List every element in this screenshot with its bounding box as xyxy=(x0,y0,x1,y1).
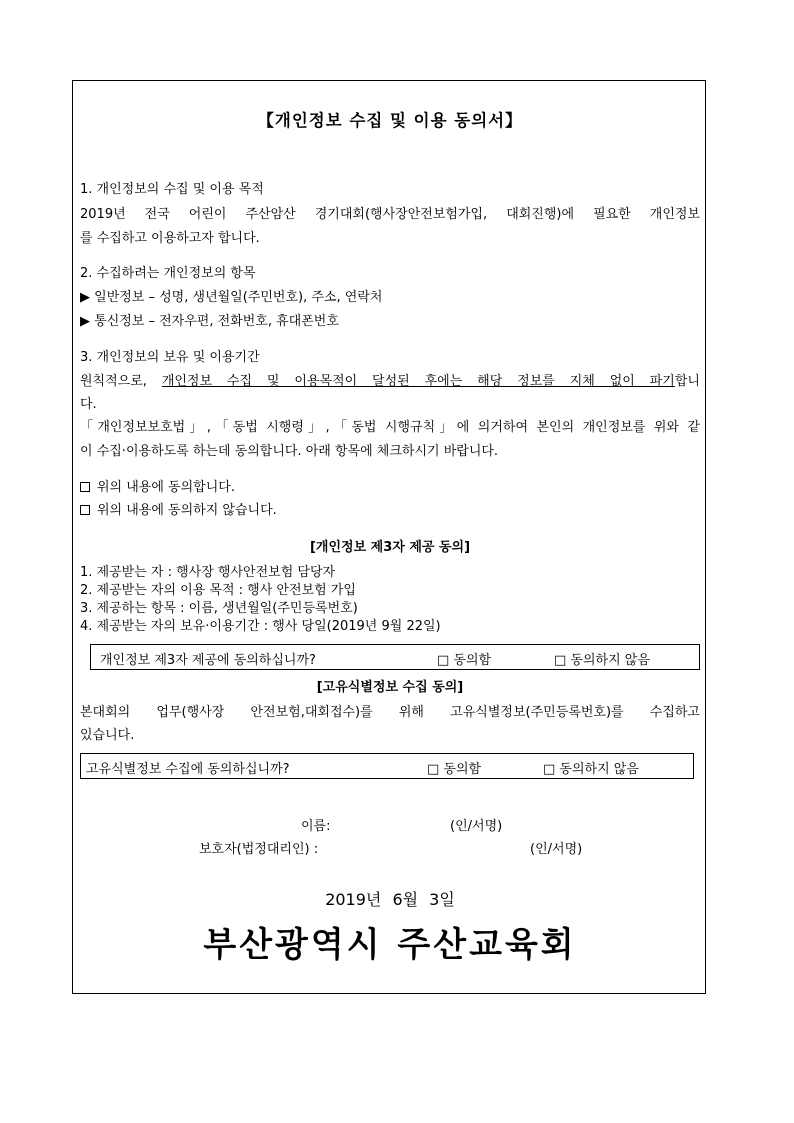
section1-line1: 2019년 전국 어린이 주산암산 경기대회(행사장안전보험가입, 대회진행)에 필요한 개인정보 xyxy=(80,207,700,222)
section1-heading: 1. 개인정보의 수집 및 이용 목적 xyxy=(80,182,264,197)
section3-heading: 3. 개인정보의 보유 및 이용기간 xyxy=(80,350,260,365)
section1-line2: 를 수집하고 이용하고자 합니다. xyxy=(80,231,260,246)
third-party-item: 1. 제공받는 자 : 행사장 행사안전보험 담당자 xyxy=(80,565,336,580)
guardian-signature-field[interactable]: (인/서명) xyxy=(530,842,583,857)
agree-checkbox[interactable] xyxy=(80,482,90,492)
section2-item-communication: ▶ 통신정보 – 전자우편, 전화번호, 휴대폰번호 xyxy=(80,314,339,329)
third-party-item: 2. 제공받는 자의 이용 목적 : 행사 안전보험 가입 xyxy=(80,583,356,598)
consent-agree-option[interactable]: 위의 내용에 동의합니다. xyxy=(80,479,235,496)
unique-id-question-box xyxy=(80,753,694,779)
unique-id-disagree-checkbox[interactable]: □ 동의하지 않음 xyxy=(543,762,639,777)
unique-id-heading: [고유식별정보 수집 동의] xyxy=(316,680,464,695)
document-frame xyxy=(72,80,706,994)
guardian-label: 보호자(법정대리인) : xyxy=(199,842,319,857)
section2-item-general: ▶ 일반정보 – 성명, 생년월일(주민번호), 주소, 연락처 xyxy=(80,290,383,305)
third-party-question-box xyxy=(90,644,700,670)
third-party-heading: [개인정보 제3자 제공 동의] xyxy=(309,540,471,555)
retention-underlined: 개인정보 수집 및 이용목적이 달성된 후에는 해당 정보를 지체 없이 파기 xyxy=(161,374,675,389)
consent-disagree-option[interactable]: 위의 내용에 동의하지 않습니다. xyxy=(80,502,277,519)
disagree-checkbox[interactable] xyxy=(80,505,90,515)
third-party-question: 개인정보 제3자 제공에 동의하십니까? xyxy=(100,653,316,668)
document-date: 2019년 6월 3일 xyxy=(325,890,455,909)
name-signature-field[interactable]: (인/서명) xyxy=(450,819,503,834)
unique-id-question: 고유식별정보 수집에 동의하십니까? xyxy=(86,762,290,777)
third-party-item: 4. 제공받는 자의 보유·이용기간 : 행사 당일(2019년 9월 22일) xyxy=(80,619,441,634)
unique-id-line1: 본대회의 업무(행사장 안전보험,대회접수)를 위해 고유식별정보(주민등록번호)를 수집하고 xyxy=(80,705,700,720)
section2-heading: 2. 수집하려는 개인정보의 항목 xyxy=(80,266,256,281)
third-party-disagree-checkbox[interactable]: □ 동의하지 않음 xyxy=(554,653,650,668)
section3-line1: 원칙적으로, 개인정보 수집 및 이용목적이 달성된 후에는 해당 정보를 지체 없이 파기합니 xyxy=(80,374,700,389)
third-party-item: 3. 제공하는 항목 : 이름, 생년월일(주민등록번호) xyxy=(80,601,358,616)
section3-line2: 다. xyxy=(80,397,97,412)
organization-name: 부산광역시 주산교육회 xyxy=(203,925,577,965)
document-title: 【개인정보 수집 및 이용 동의서】 xyxy=(257,111,523,130)
unique-id-agree-checkbox[interactable]: □ 동의함 xyxy=(427,762,482,777)
name-label: 이름: xyxy=(301,819,331,834)
third-party-agree-checkbox[interactable]: □ 동의함 xyxy=(437,653,492,668)
section3-line3: 「개인정보보호법」,「동법 시행령」,「동법 시행규칙」에 의거하여 본인의 개인정보를 위와 같 xyxy=(80,420,700,435)
unique-id-line2: 있습니다. xyxy=(80,728,135,743)
section3-line4: 이 수집·이용하도록 하는데 동의합니다. 아래 항목에 체크하시기 바랍니다. xyxy=(80,444,499,459)
